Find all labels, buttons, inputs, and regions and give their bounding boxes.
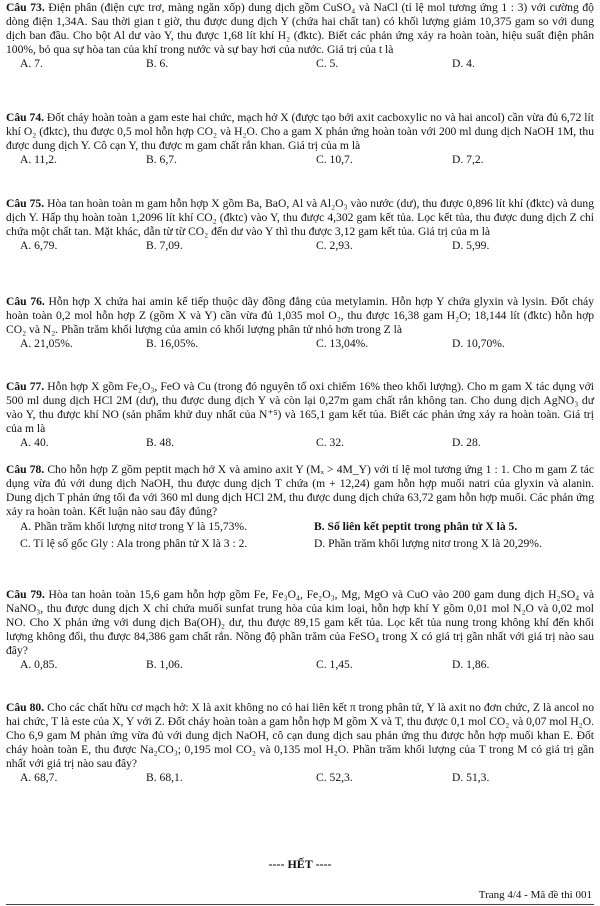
- answer-options-row-1: [6, 519, 594, 536]
- question-text: Hòa tan hoàn toàn m gam hỗn hợp X gồm Ba, BaO, Al và Al₂O₃ vào nước (dư), thu được 0,896 lít khí (đktc) và dung dịch Y. Hấp thụ hoàn toàn 1,2096 lít khí CO₂ (đktc) vào Y, thu được 4,302 gam kết tủa. Lọc kết tủa, thu được dung dịch Z chỉ chứa một chất tan. Mặt khác, dẫn từ từ CO₂ đến dư vào Y thì thu được 3,12 gam kết tủa. Giá trị của m là: [6, 197, 594, 238]
- footer-divider: [6, 904, 594, 905]
- question-74: [6, 111, 594, 167]
- answer-options: [6, 239, 594, 253]
- question-text: Cho các chất hữu cơ mạch hở: X là axit không no có hai liên kết π trong phân tử, Y là axit no đơn chức, Z là ancol no hai chức, T là este của X, Y với Z. Đốt cháy hoàn toàn a gam hỗn hợp M gồm X và T, thu được 0,1 mol CO₂ và 0,07 mol H₂O. Cho 6,9 gam M phản ứng vừa đủ với dung dịch NaOH, cô cạn dung dịch sau phản ứng thu được hỗn hợp muối khan E. Đốt cháy hoàn toàn E, thu được Na₂CO₃; 0,195 mol CO₂ và 0,135 mol H₂O. Phần trăm khối lượng của T trong M có giá trị gần nhất với giá trị nào sau đây?: [6, 701, 594, 770]
- option-c[interactable]: C. 32.: [316, 435, 345, 449]
- question-text: Hỗn hợp X gồm Fe₂O₃, FeO và Cu (trong đó nguyên tố oxi chiếm 16% theo khối lượng). Cho m gam X tác dụng với 500 ml dung dịch HCl 2M (dư), thu được dung dịch Y và còn lại 0,27m gam chất rắn không tan. Cho dung dịch AgNO₃ dư vào Y, thu được khí NO (sản phẩm khử duy nhất của N⁺⁵) và 165,1 gam kết tủa. Biết các phản ứng xảy ra hoàn toàn. Giá trị của m là: [6, 380, 594, 435]
- option-c[interactable]: C. 2,93.: [316, 238, 353, 252]
- question-77: [6, 380, 594, 450]
- option-b[interactable]: B. 68,1.: [146, 770, 183, 784]
- question-number: Câu 75.: [6, 197, 45, 210]
- option-d[interactable]: D. 1,86.: [452, 657, 490, 671]
- answer-options: [6, 337, 594, 351]
- option-d[interactable]: D. 51,3.: [452, 770, 490, 784]
- option-a[interactable]: A. 68,7.: [20, 770, 58, 784]
- option-b[interactable]: B. 48.: [146, 435, 175, 449]
- question-80: [6, 701, 594, 785]
- option-d[interactable]: D. 5,99.: [452, 238, 490, 252]
- option-b[interactable]: B. 16,05%.: [146, 336, 199, 350]
- option-c[interactable]: C. 10,7.: [316, 152, 353, 166]
- question-text: Đốt cháy hoàn toàn a gam este hai chức, mạch hở X (được tạo bởi axit cacboxylic no và hai ancol) cần vừa đủ 6,72 lít khí O₂ (đktc), thu được 0,5 mol hỗn hợp CO₂ và H₂O. Cho a gam X phản ứng hoàn toàn với 200 ml dung dịch NaOH 1M, thu được dung dịch Y. Cô cạn Y, thu được m gam chất rắn khan. Giá trị của m là: [6, 111, 594, 152]
- option-c[interactable]: C. 5.: [316, 56, 339, 70]
- question-text: Hỗn hợp X chứa hai amin kế tiếp thuộc dãy đồng đẳng của metylamin. Hỗn hợp Y chứa glyxin và lysin. Đốt cháy hoàn toàn 0,2 mol hỗn hợp Z (gồm X và Y) cần vừa đủ 1,035 mol O₂, thu được 16,38 gam H₂O; 18,144 lít (đktc) hỗn hợp CO₂ và N₂. Phần trăm khối lượng của amin có khối lượng phân tử nhỏ hơn trong Z là: [6, 295, 594, 336]
- option-d[interactable]: D. 10,70%.: [452, 336, 505, 350]
- question-number: Câu 77.: [6, 380, 45, 393]
- question-73: [6, 1, 594, 71]
- option-b[interactable]: B. 6.: [146, 56, 169, 70]
- question-number: Câu 80.: [6, 701, 45, 714]
- option-b[interactable]: B. 1,06.: [146, 657, 183, 671]
- page-footer: Trang 4/4 - Mã đề thi 001: [478, 889, 592, 901]
- answer-options: [6, 658, 594, 672]
- question-75: [6, 197, 594, 253]
- answer-options-row-2: [6, 536, 594, 553]
- question-78: [6, 463, 594, 553]
- option-a[interactable]: A. 21,05%.: [20, 336, 73, 350]
- answer-options: [6, 153, 594, 167]
- answer-options: [6, 771, 594, 785]
- option-b[interactable]: B. Số liên kết peptit trong phân tử X là 5.: [314, 519, 518, 533]
- option-b[interactable]: B. 6,7.: [146, 152, 177, 166]
- answer-options: [6, 436, 594, 450]
- option-d[interactable]: D. 7,2.: [452, 152, 484, 166]
- option-a[interactable]: A. 11,2.: [20, 152, 57, 166]
- question-text: Điện phân (điện cực trơ, màng ngăn xốp) dung dịch gồm CuSO₄ và NaCl (tỉ lệ mol tương ứng 1 : 3) với cường độ dòng điện 1,34A. Sau thời gian t giờ, thu được dung dịch Y (chứa hai chất tan) có khối lượng giảm 10,375 gam so với dung dịch ban đầu. Cho bột Al dư vào Y, thu được 1,68 lít khí H₂ (đktc). Biết các phản ứng xảy ra hoàn toàn, hiệu suất điện phân 100%, bỏ qua sự hòa tan của khí trong nước và sự bay hơi của nước. Giá trị của t là: [6, 1, 594, 56]
- option-a[interactable]: A. 40.: [20, 435, 49, 449]
- option-c[interactable]: C. 1,45.: [316, 657, 353, 671]
- option-d[interactable]: D. Phần trăm khối lượng nitơ trong X là 20,29%.: [314, 536, 542, 550]
- question-number: Câu 78.: [6, 463, 45, 476]
- question-text: Hòa tan hoàn toàn 15,6 gam hỗn hợp gồm Fe, Fe₃O₄, Fe₂O₃, Mg, MgO và CuO vào 200 gam dung dịch H₂SO₄ và NaNO₃, thu được dung dịch X chỉ chứa muối sunfat trung hòa của kim loại, hỗn hợp khí Y gồm 0,01 mol N₂O và 0,02 mol NO. Cho X phản ứng với dung dịch Ba(OH)₂ dư, thu được 89,15 gam kết tủa. Lọc kết tủa nung trong không khí đến khối lượng không đổi, thu được 84,386 gam chất rắn. Nồng độ phần trăm của FeSO₄ trong X có giá trị gần nhất với giá trị nào sau đây?: [6, 588, 594, 657]
- question-79: [6, 588, 594, 672]
- option-a[interactable]: A. 6,79.: [20, 238, 58, 252]
- question-number: Câu 79.: [6, 588, 45, 601]
- option-d[interactable]: D. 28.: [452, 435, 481, 449]
- question-number: Câu 76.: [6, 295, 45, 308]
- question-number: Câu 74.: [6, 111, 45, 124]
- option-a[interactable]: A. 0,85.: [20, 657, 58, 671]
- option-c[interactable]: C. Tỉ lệ số gốc Gly : Ala trong phân tử X là 3 : 2.: [20, 536, 248, 550]
- option-c[interactable]: C. 13,04%.: [316, 336, 369, 350]
- question-text: Cho hỗn hợp Z gồm peptit mạch hở X và amino axit Y (Mₓ > 4M_Y) với tỉ lệ mol tương ứng 1 : 1. Cho m gam Z tác dụng vừa đủ với dung dịch NaOH, thu được dung dịch T chứa (m + 12,24) gam hỗn hợp muối natri của glyxin và alanin. Dung dịch T phản ứng tối đa với 360 ml dung dịch HCl 2M, thu được dung dịch chứa 63,72 gam hỗn hợp muối. Các phản ứng xảy ra hoàn toàn. Kết luận nào sau đây đúng?: [6, 463, 594, 518]
- question-76: [6, 295, 594, 351]
- option-d[interactable]: D. 4.: [452, 56, 475, 70]
- end-marker: ---- HẾT ----: [268, 857, 332, 871]
- question-number: Câu 73.: [6, 1, 45, 14]
- option-a[interactable]: A. Phần trăm khối lượng nitơ trong Y là 15,73%.: [20, 519, 247, 533]
- answer-options: [6, 57, 594, 71]
- option-a[interactable]: A. 7.: [20, 56, 43, 70]
- option-b[interactable]: B. 7,09.: [146, 238, 183, 252]
- option-c[interactable]: C. 52,3.: [316, 770, 353, 784]
